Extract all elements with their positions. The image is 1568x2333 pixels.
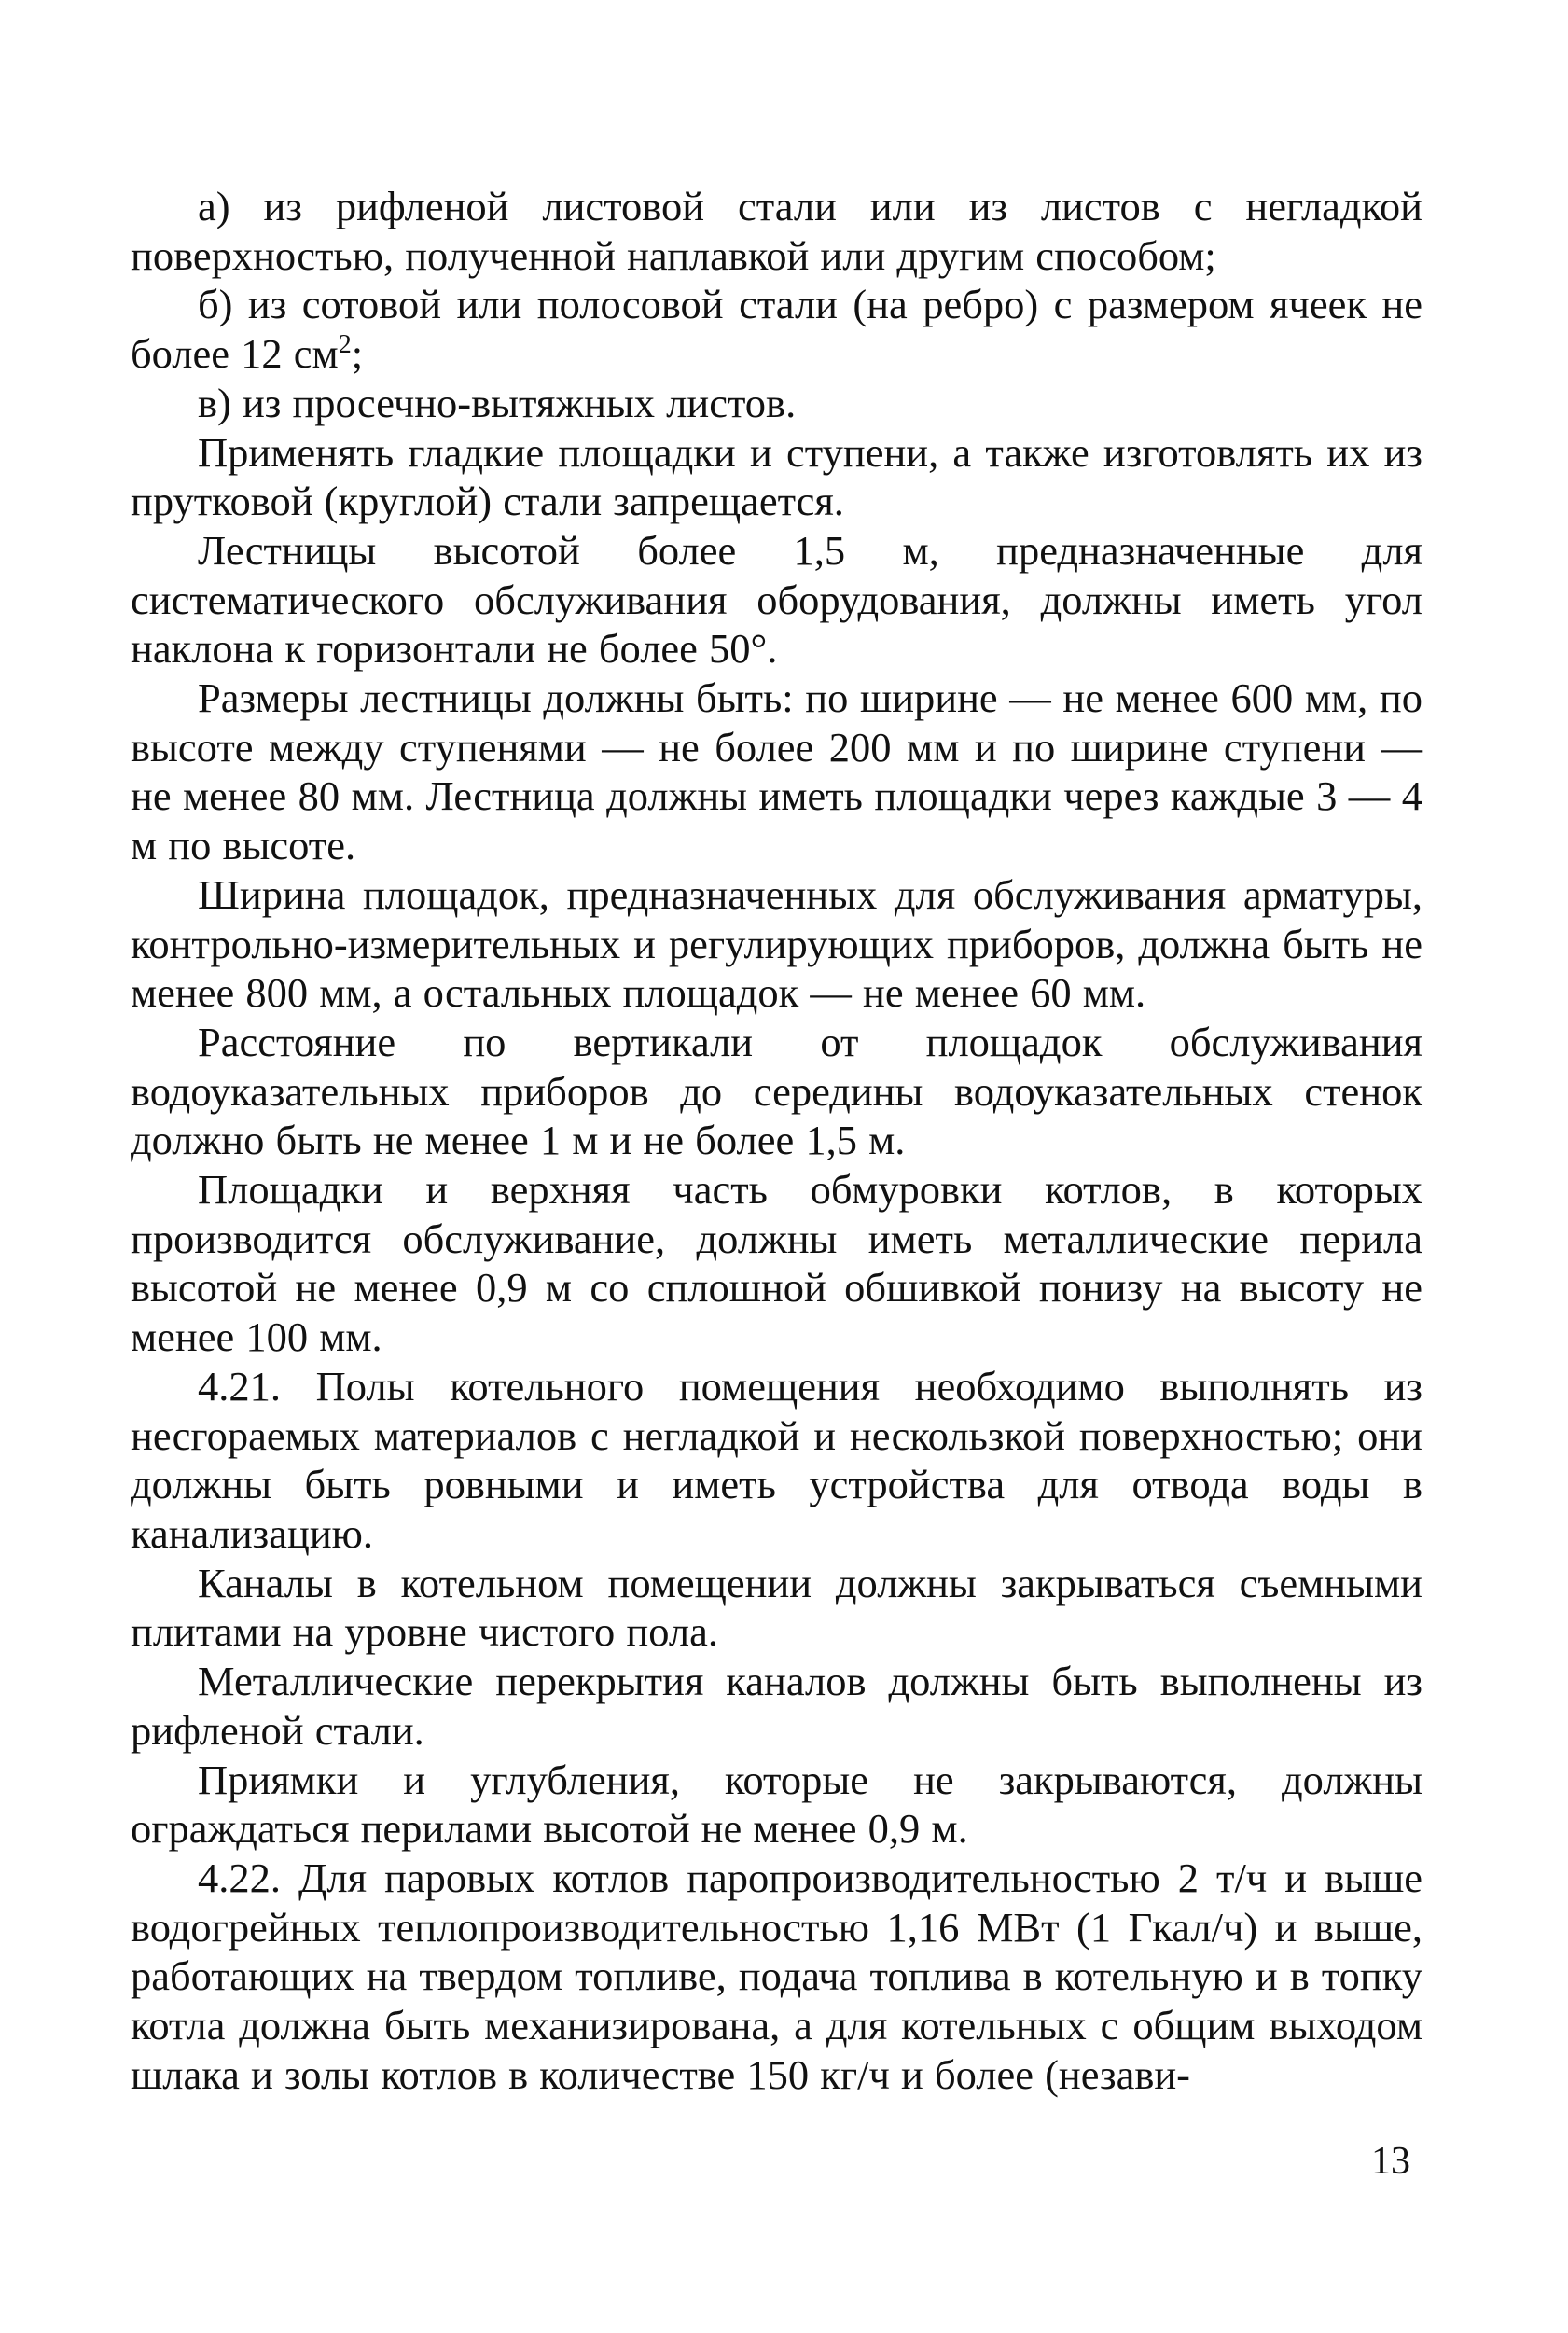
paragraph-section-4-21: 4.21. Полы котельного помещения необходимо выполнять из несгораемых материалов с негладкой и нескользкой поверхностью; они должны быть ровными и иметь устройства для отвода воды в канализацию. [131, 1362, 1422, 1557]
document-body [131, 182, 1422, 2099]
paragraph-channel-covers: Металлические перекрытия каналов должны быть выполнены из рифленой стали. [131, 1658, 1422, 1754]
paragraph-section-4-22: 4.22. Для паровых котлов паропроизводительностью 2 т/ч и выше водогрейных теплопроизводительностью 1,16 МВт (1 Гкал/ч) и выше, работающих на твердом топливе, подача топлива в котельную и в топку котла должна быть механизирована, а для котельных с общим выходом шлака и золы котлов в количестве 150 кг/ч и более (незави- [131, 1854, 1422, 2098]
paragraph-item-b [131, 280, 1422, 378]
paragraph-item-b-tail: ; [351, 330, 364, 378]
superscript-exponent: 2 [338, 330, 352, 360]
page-number: 13 [1371, 2140, 1410, 2183]
paragraph-platform-width: Ширина площадок, предназначенных для обслуживания арматуры, контрольно-измерительных и регулирующих приборов, должна быть не менее 800 мм, а остальных площадок — не менее 60 мм. [131, 870, 1422, 1017]
paragraph-vertical-distance: Расстояние по вертикали от площадок обслуживания водоуказательных приборов до середины водоуказательных стенок должно быть не менее 1 м и не более 1,5 м. [131, 1018, 1422, 1164]
paragraph-ladder-angle: Лестницы высотой более 1,5 м, предназначенные для систематического обслуживания оборудования, должны иметь угол наклона к горизонтали не более 50°. [131, 526, 1422, 673]
paragraph-item-v: в) из просечно-вытяжных листов. [198, 379, 797, 426]
paragraph-railings: Площадки и верхняя часть обмуровки котлов, в которых производится обслуживание, должны иметь металлические перила высотой не менее 0,9 м со сплошной обшивкой понизу на высоту не менее 100 мм. [131, 1166, 1422, 1361]
paragraph-pits: Приямки и углубления, которые не закрываются, должны ограждаться перилами высотой не менее 0,9 м. [131, 1756, 1422, 1853]
paragraph-item-a: а) из рифленой листовой стали или из листов с негладкой поверхностью, полученной наплавкой или другим способом; [131, 183, 1422, 279]
paragraph-smooth-platforms: Применять гладкие площадки и ступени, а также изготовлять их из прутковой (круглой) стали запрещается. [131, 428, 1422, 525]
paragraph-item-b-text: б) из сотовой или полосовой стали (на ребро) с размером ячеек не более 12 см [131, 281, 1422, 378]
paragraph-ladder-dimensions: Размеры лестницы должны быть: по ширине — не менее 600 мм, по высоте между ступенями — не более 200 мм и по ширине ступени — не менее 80 мм. Лестница должны иметь площадки через каждые 3 — 4 м по высоте. [131, 674, 1422, 869]
paragraph-channels: Каналы в котельном помещении должны закрываться съемными плитами на уровне чистого пола. [131, 1559, 1422, 1656]
